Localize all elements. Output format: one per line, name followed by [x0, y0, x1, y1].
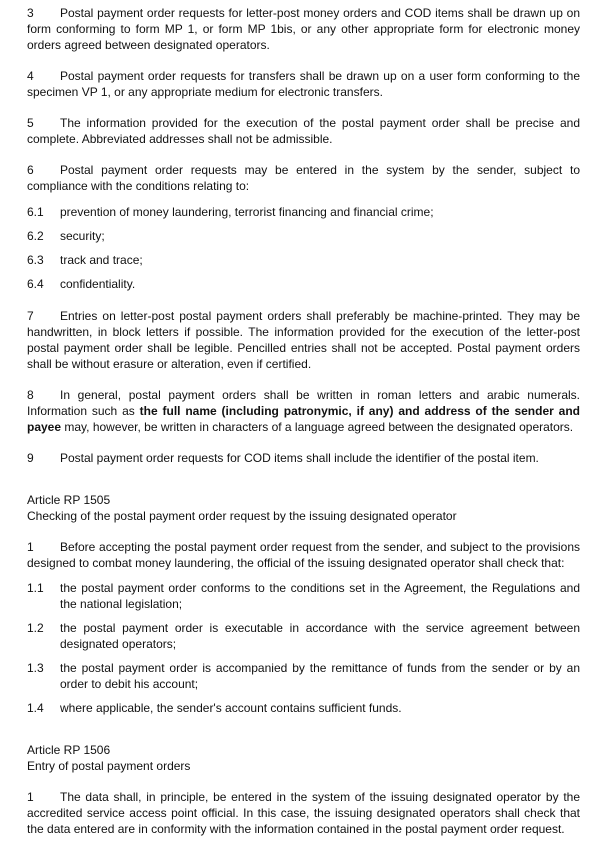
list-item-number: 1.2 — [27, 621, 44, 635]
list-item-number: 6.1 — [27, 205, 44, 219]
list-item-text: prevention of money laundering, terrorist financing and financial crime; — [60, 205, 434, 219]
paragraph-number: 6 — [27, 163, 34, 177]
paragraph-3 — [27, 5, 580, 53]
paragraph-text-start: In general, postal payment orders shall be written in roman letters and arabic numerals. Information such as — [27, 388, 580, 418]
paragraph-text: Postal payment order requests for letter-post money orders and COD items shall be drawn up on form conforming to form MP 1, or form MP 1bis, or any other appropriate form for electronic money orders agreed between designated operators. — [27, 6, 580, 52]
paragraph-9 — [27, 450, 580, 466]
article-label: Article RP 1506 — [27, 743, 111, 757]
list-item-number: 1.4 — [27, 701, 44, 715]
list-item — [27, 276, 580, 292]
list-item — [27, 252, 580, 268]
paragraph-number: 7 — [27, 309, 34, 323]
paragraph-6 — [27, 162, 580, 194]
paragraph-text: Postal payment order requests for transfers shall be drawn up on a user form conforming to the specimen VP 1, or any appropriate medium for electronic transfers. — [27, 69, 580, 99]
paragraph-number: 5 — [27, 116, 34, 130]
paragraph-number: 1 — [27, 790, 34, 804]
paragraph-number: 8 — [27, 388, 34, 402]
article-label: Article RP 1505 — [27, 493, 111, 507]
paragraph-text-bold: the full name (including patronymic, if any) and address of the sender and payee — [27, 404, 581, 434]
article-rp-1505-header — [27, 492, 580, 524]
article-title: Checking of the postal payment order request by the issuing designated operator — [27, 509, 457, 523]
list-item — [27, 700, 580, 716]
list-item-number: 6.4 — [27, 277, 44, 291]
list-item — [27, 580, 580, 612]
paragraph-text: The information provided for the execution of the postal payment order shall be precise and complete. Abbreviated addresses shall not be admissible. — [27, 116, 580, 146]
paragraph-number: 1 — [27, 540, 34, 554]
list-item-number: 1.1 — [27, 581, 44, 595]
list-item — [27, 228, 580, 244]
paragraph-text: Postal payment order requests for COD items shall include the identifier of the postal item. — [60, 451, 539, 465]
list-item-text: confidentiality. — [60, 277, 136, 291]
list-item-number: 1.3 — [27, 661, 44, 675]
list-item-text: security; — [60, 229, 105, 243]
list-item-number: 6.2 — [27, 229, 44, 243]
article-1506-paragraph-1 — [27, 789, 580, 837]
article-rp-1506-header — [27, 742, 580, 774]
conditions-list — [27, 204, 580, 292]
check-list — [27, 580, 580, 716]
paragraph-4 — [27, 68, 580, 100]
paragraph-text: The data shall, in principle, be entered in the system of the issuing designated operator by the accredited service access point official. In this case, the issuing designated operators shall check that the data entered are in conformity with the information contained in the postal payment order request. — [27, 790, 580, 836]
paragraph-7 — [27, 308, 580, 372]
list-item — [27, 620, 580, 652]
list-item-text: the postal payment order conforms to the conditions set in the Agreement, the Regulations and the national legislation; — [60, 581, 580, 611]
paragraph-number: 4 — [27, 69, 34, 83]
list-item-text: track and trace; — [60, 253, 143, 267]
paragraph-text: Entries on letter-post postal payment orders shall preferably be machine-printed. They may be handwritten, in block letters if possible. The information provided for the execution of the letter-post postal payment order shall be legible. Pencilled entries shall not be accepted. Postal payment orders shall be without erasure or alteration, even if certified. — [27, 309, 580, 371]
list-item-text: the postal payment order is executable in accordance with the service agreement between designated operators; — [60, 621, 580, 651]
list-item-text: the postal payment order is accompanied by the remittance of funds from the sender or by an order to debit his account; — [60, 661, 580, 691]
list-item — [27, 204, 580, 220]
article-title: Entry of postal payment orders — [27, 759, 191, 773]
paragraph-text-end: may, however, be written in characters of a language agreed between the designated operators. — [61, 420, 574, 434]
paragraph-text: Before accepting the postal payment order request from the sender, and subject to the provisions designed to combat money laundering, the official of the issuing designated operator shall check that: — [27, 540, 580, 570]
list-item-text: where applicable, the sender's account contains sufficient funds. — [60, 701, 402, 715]
paragraph-text: Postal payment order requests may be entered in the system by the sender, subject to compliance with the conditions relating to: — [27, 163, 580, 193]
paragraph-number: 9 — [27, 451, 34, 465]
paragraph-number: 3 — [27, 6, 34, 20]
list-item — [27, 660, 580, 692]
paragraph-8 — [27, 387, 580, 435]
paragraph-5 — [27, 115, 580, 147]
article-1505-paragraph-1 — [27, 539, 580, 571]
list-item-number: 6.3 — [27, 253, 44, 267]
document-page — [27, 5, 580, 852]
